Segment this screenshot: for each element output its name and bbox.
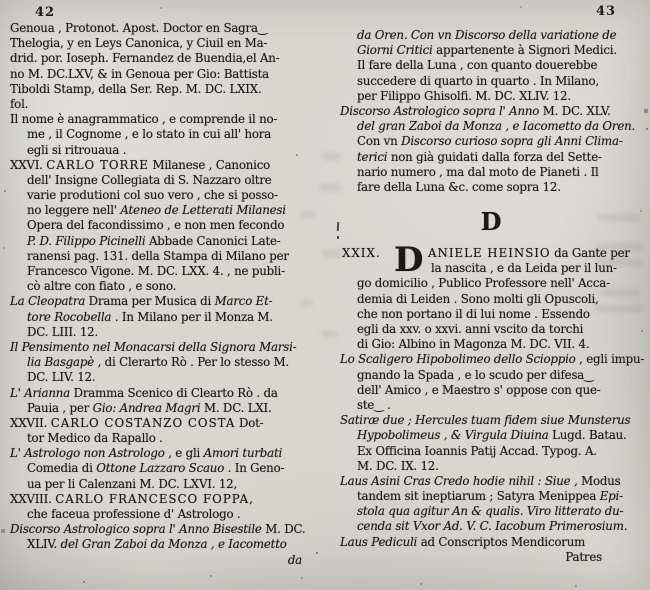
text-segment: CARLO TORRE: [46, 157, 149, 172]
text-segment: da Gante per: [550, 246, 630, 261]
text-line: [340, 352, 645, 367]
text-line: [10, 112, 318, 127]
text-line: [340, 180, 642, 195]
text-line: [10, 401, 318, 416]
text-line: [340, 307, 642, 322]
text-segment: Abbade Canonici Late-: [148, 233, 281, 248]
text-segment: Tiboldi Stamp, della Ser. Rep. M. DC. LXIX.: [10, 81, 262, 96]
text-segment: ranensi pag. 131. della Stampa di Milano per: [27, 248, 289, 263]
text-segment: Ex Officina Ioannis Patij Accad. Typog. A.: [357, 443, 597, 458]
text-line: [10, 249, 318, 264]
scan-smudge: [322, 250, 340, 257]
text-line: [340, 368, 642, 383]
text-segment: Opera del facondissimo , e non men fecondo: [27, 218, 285, 233]
text-segment: Lo Scaligero Hipobolimeo dello Scioppio: [340, 352, 576, 367]
text-segment: CARLO COSTANZO COSTA: [50, 415, 236, 430]
scan-smudge: [320, 184, 341, 191]
text-segment: XXVI.: [10, 157, 47, 172]
text-segment: Ateneo de Letterati Milanesi: [120, 203, 286, 218]
text-segment: gnando la Spada , e lo scudo per difesa‿: [357, 367, 594, 382]
text-line: [10, 477, 318, 492]
text-line: [340, 398, 642, 413]
entry-with-dropcap: [340, 240, 642, 281]
text-segment: CARLO FRANCESCO FOPPA,: [55, 491, 254, 506]
text-line: [10, 522, 318, 537]
text-segment: Satiræ due ; Hercules tuam fidem siue Munsterus: [340, 413, 631, 428]
text-segment: Il fare della Luna , con quanto douerebbe: [357, 58, 598, 73]
text-segment: Laus Asini Cras Credo hodie nihil : Siue ,: [340, 473, 578, 488]
text-segment: M. DC.: [265, 522, 306, 537]
text-segment: Dramma Scenico di Clearto Rò . da: [73, 385, 278, 400]
text-segment: L' Astrologo non Astrologo: [10, 446, 165, 461]
text-segment: da: [287, 552, 302, 567]
text-segment: lia Basgapè: [27, 355, 95, 370]
text-segment: , egli impu-: [575, 352, 645, 367]
text-segment: . In Geno-: [224, 461, 285, 476]
text-segment: Comedia di: [27, 461, 97, 476]
text-line: [10, 51, 318, 66]
text-line: [340, 413, 642, 428]
text-segment: che non portano il di lui nome . Essendo: [357, 306, 590, 321]
text-line: [340, 383, 642, 398]
text-line: [340, 58, 642, 73]
text-segment: appartenente à Signori Medici.: [436, 43, 617, 58]
text-segment: del Gran Zaboi da Monza , e Iacometto: [60, 537, 287, 552]
text-segment: DC. LIII. 12.: [27, 324, 99, 339]
text-segment: Il nome è anagrammatico , e comprende il no-: [10, 112, 278, 127]
text-line: [10, 143, 318, 158]
scan-smudge: [321, 331, 337, 337]
text-segment: ANIELE HEINSIO: [428, 246, 551, 261]
text-segment: no leggere nell': [27, 203, 121, 218]
text-segment: fol.: [10, 96, 29, 111]
text-segment: Milanese , Canonico: [148, 157, 271, 172]
left-page-column: [10, 21, 318, 568]
catchword: [10, 553, 318, 568]
text-segment: , di Clerarto Rò . Per lo stesso M.: [94, 355, 290, 370]
text-line: [10, 173, 318, 188]
dropcap-initial: D: [394, 240, 424, 281]
text-line: [10, 36, 318, 51]
text-segment: Drama per Musica di: [88, 294, 215, 309]
text-segment: Giorni Critici: [357, 43, 437, 58]
text-segment: Con vn: [357, 134, 402, 149]
text-segment: tore Rocobella: [27, 309, 112, 324]
text-segment: succedere di quarto in quarto . In Milano,: [357, 73, 599, 88]
text-segment: ste‿ .: [357, 397, 391, 412]
text-segment: Amori turbati: [203, 446, 283, 461]
text-segment: Dot-: [235, 415, 264, 430]
text-segment: egli da xxv. o xxvi. anni vscito da torchi: [357, 322, 584, 337]
ink-mark: [337, 236, 339, 239]
text-line: [10, 127, 318, 142]
text-segment: Ottone Lazzaro Scauo: [96, 461, 225, 476]
text-segment: varie produtioni col suo vero , che si posso-: [27, 188, 278, 203]
text-segment: fare della Luna &c. come sopra 12.: [357, 179, 561, 194]
text-segment: Laus Pediculi: [340, 534, 421, 549]
text-segment: , e gli: [164, 446, 204, 461]
text-segment: M. DC. IX. 12.: [357, 458, 439, 473]
text-line: [10, 416, 318, 431]
text-line: [10, 264, 318, 279]
text-segment: Discorso Astrologico sopra l' Anno Bisestile: [10, 522, 266, 537]
text-segment: Marco Et-: [214, 294, 273, 309]
text-segment: Discorso Astrologico sopra l' Anno: [340, 103, 543, 118]
text-segment: da Oren. Con vn Discorso della variatione de: [357, 28, 617, 42]
text-segment: ua per li Calenzani M. DC. LXVI. 12,: [27, 476, 237, 491]
text-line: [340, 504, 642, 519]
text-segment: go domicilio , Publico Professore nell' Acca-: [357, 276, 610, 291]
text-line: [10, 82, 318, 97]
text-segment: Modus: [577, 473, 621, 488]
text-segment: dell' Amico , e Maestro s' oppose con que-: [357, 382, 601, 397]
text-line: [431, 261, 617, 276]
text-line: [340, 89, 642, 104]
scan-smudge: [323, 153, 340, 160]
text-segment: L' Arianna: [10, 385, 74, 400]
text-segment: Francesco Vigone. M. DC. LXX. 4. , ne publi-: [27, 264, 285, 278]
text-segment: XLIV.: [27, 537, 61, 552]
text-segment: M. DC. LXI.: [203, 400, 272, 415]
text-line: [10, 97, 318, 112]
text-line: [10, 158, 318, 173]
text-segment: . In Milano per il Monza M.: [111, 309, 273, 324]
text-segment: XXVIII.: [10, 491, 56, 506]
text-segment: ad Conscriptos Mendicorum: [420, 534, 586, 549]
text-line: [10, 340, 318, 355]
text-segment: demia di Leiden . Sono molti gli Opuscoli,: [357, 291, 599, 306]
text-segment: egli si ritrouaua .: [27, 142, 127, 157]
text-line: [10, 279, 318, 294]
section-letter-heading: D: [480, 207, 502, 237]
text-line: [340, 150, 642, 165]
text-segment: Thelogia, y en Leys Canonica, y Ciuil en Ma-: [10, 36, 268, 51]
text-line: [10, 310, 318, 325]
text-line: [10, 355, 318, 370]
text-line: [340, 459, 642, 474]
text-line: [10, 294, 318, 309]
text-segment: Discorso curioso sopra gli Anni Clima-: [401, 134, 623, 149]
text-segment: non già guidati dalla forza del Sette-: [390, 149, 602, 164]
text-line: [10, 218, 318, 233]
text-segment: Genoua , Protonot. Apost. Doctor en Sagra‿: [10, 21, 268, 35]
text-segment: terici: [357, 149, 391, 164]
text-segment: Il Pensimento nel Monacarsi della Signora Marsi-: [10, 339, 297, 354]
text-line: [10, 386, 318, 401]
text-segment: che faceua professione d' Astrologo .: [27, 507, 241, 521]
text-segment: DC. LIV. 12.: [27, 370, 96, 385]
text-line: [340, 292, 642, 307]
entry-number: XXIX.: [342, 246, 381, 261]
text-line: [10, 21, 318, 36]
text-line: [340, 474, 642, 489]
text-segment: Lugd. Batau.: [552, 428, 627, 443]
text-segment: di Gio: Albino in Magonza M. DC. VII. 4.: [357, 337, 590, 352]
catchword: [340, 550, 642, 565]
text-line: [10, 431, 318, 446]
text-segment: P. D. Filippo Picinelli: [27, 233, 149, 248]
text-segment: tandem sit ineptiarum ; Satyra Menippea: [357, 489, 600, 504]
text-line: [340, 28, 642, 43]
text-line: [10, 188, 318, 203]
text-segment: M. DC. XLV.: [542, 103, 611, 118]
scan-specks: [0, 0, 2, 2]
text-segment: Epi-: [599, 489, 623, 504]
text-segment: dell' Insigne Collegiata di S. Nazzaro oltre: [27, 172, 272, 187]
text-line: [340, 134, 642, 149]
right-page-column: [340, 28, 645, 565]
text-line: [340, 322, 642, 337]
text-segment: cenda sit Vxor Ad. V. C. Iacobum Primerosium.: [357, 519, 628, 534]
text-segment: XXVII.: [10, 415, 51, 430]
text-line: [10, 446, 318, 461]
text-segment: stola qua agitur An & qualis. Viro litterato du-: [357, 504, 624, 519]
text-line: [10, 370, 318, 385]
text-line: [10, 537, 318, 552]
text-line: [340, 535, 642, 550]
text-line: [340, 337, 642, 352]
text-line: [340, 489, 642, 504]
text-segment: la nascita , e da Leida per il lun-: [431, 261, 617, 276]
page-number-left: 42: [35, 5, 56, 20]
text-segment: tor Medico da Rapallo .: [27, 431, 163, 446]
text-line: [428, 246, 630, 261]
text-segment: Pauia , per: [27, 400, 93, 415]
text-line: [340, 43, 642, 58]
page-number-right: 43: [596, 4, 617, 19]
text-line: [340, 74, 642, 89]
text-line: [10, 234, 318, 249]
text-segment: del gran Zaboi da Monza , e Iacometto da Oren.: [357, 119, 636, 134]
text-segment: Hypobolimeus , & Virgula Diuina: [357, 428, 553, 443]
text-segment: per Filippo Ghisolfi. M. DC. XLIV. 12.: [357, 88, 571, 103]
text-line: [340, 276, 642, 291]
text-segment: La Cleopatra: [10, 294, 89, 309]
text-line: [340, 444, 642, 459]
text-line: [340, 519, 642, 534]
text-line: [10, 325, 318, 340]
text-segment: drid. por. Ioseph. Fernandez de Buendia,el An-: [10, 51, 280, 66]
text-line: [340, 165, 642, 180]
text-segment: Patres: [565, 549, 602, 564]
text-line: [340, 428, 642, 443]
text-line: [10, 461, 318, 476]
text-line: [10, 507, 318, 522]
text-line: [340, 104, 642, 119]
text-segment: cò altre con fiato , e sono.: [27, 279, 177, 294]
text-segment: Gio: Andrea Magri: [92, 400, 204, 415]
text-line: [10, 67, 318, 82]
text-segment: no M. DC.LXV, & in Genoua per Gio: Battista: [10, 66, 270, 81]
text-line: [10, 492, 318, 507]
text-line: [10, 203, 318, 218]
text-segment: nario numero , ma dal moto de Pianeti . Il: [357, 164, 599, 179]
text-line: [340, 119, 642, 134]
ink-mark: [337, 222, 339, 231]
text-segment: me , il Cognome , e lo stato in cui all' hora: [27, 127, 272, 142]
